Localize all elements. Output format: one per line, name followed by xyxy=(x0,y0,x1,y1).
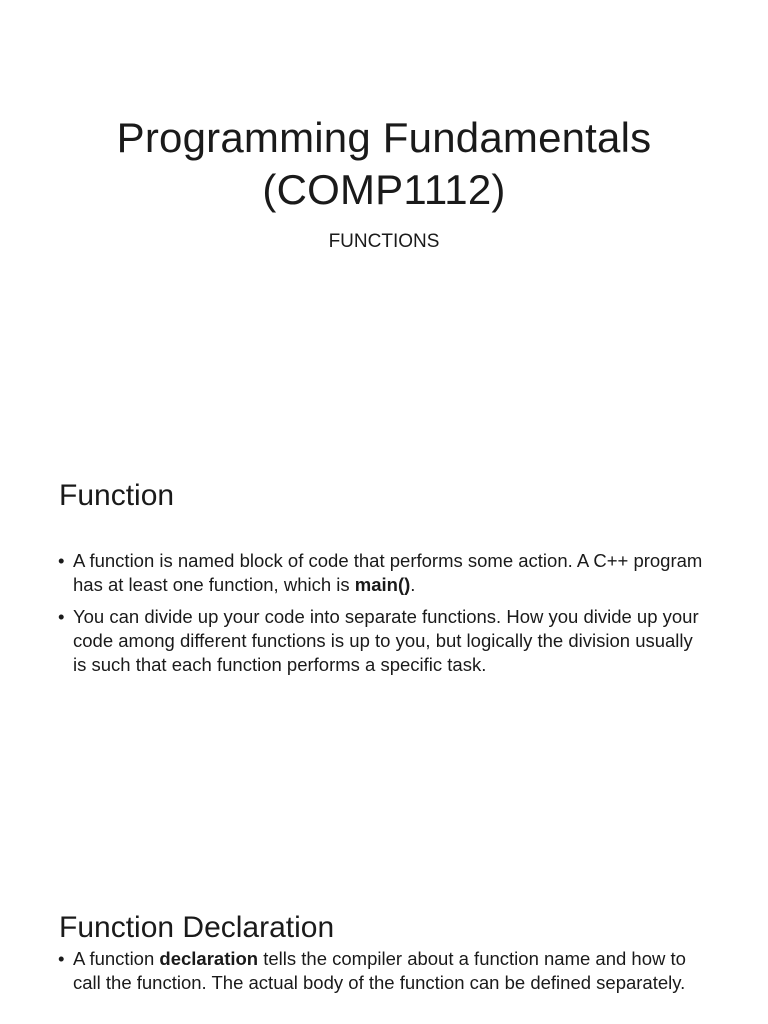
bullet-list xyxy=(58,549,708,685)
slide-title xyxy=(0,112,768,216)
bullet-bold-text: declaration xyxy=(159,948,259,969)
title-line-1: Programming Fundamentals xyxy=(116,114,652,161)
bullet-text: You can divide up your code into separate functions. How you divide up your code among different functions is up to you, but logically the division usually is such that each function performs a specific task. xyxy=(73,606,699,675)
bullet-item xyxy=(58,947,708,995)
bullet-text-end: tells the compiler about a function name and how to call the function. The actual body of the function can be defined separately. xyxy=(73,948,686,993)
function-slide xyxy=(0,432,768,864)
slide-heading: Function Declaration xyxy=(59,911,335,944)
bullet-text-end: . xyxy=(410,574,416,595)
bullet-text: A function xyxy=(73,948,160,969)
slide-subtitle: FUNCTIONS xyxy=(328,231,440,252)
title-slide xyxy=(0,0,768,432)
bullet-item xyxy=(58,605,708,677)
title-line-2: (COMP1112) xyxy=(262,166,506,213)
bullet-item xyxy=(58,549,708,597)
bullet-marker: • xyxy=(58,948,65,969)
bullet-marker: • xyxy=(58,550,65,571)
slide-heading: Function xyxy=(59,479,175,512)
bullet-marker: • xyxy=(58,606,65,627)
bullet-text: A function is named block of code that performs some action. A C++ program has at least one function, which is xyxy=(73,550,703,595)
function-declaration-slide xyxy=(0,864,768,1024)
bullet-bold-text: main() xyxy=(354,574,411,595)
bullet-list xyxy=(58,947,708,1003)
